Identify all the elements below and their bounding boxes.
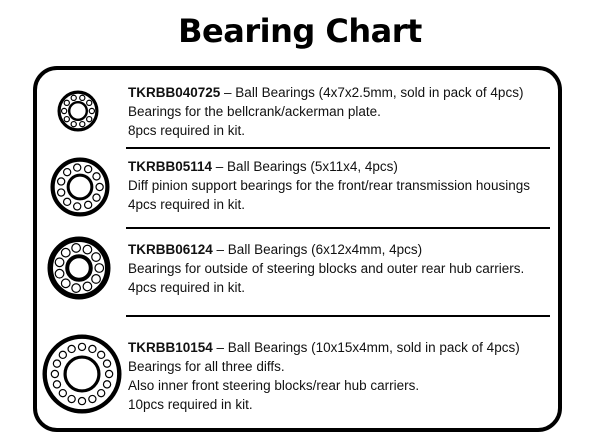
bearing-ball xyxy=(98,351,105,358)
bearing-ball xyxy=(53,381,60,388)
bearing-ball xyxy=(55,258,64,267)
bearing-ball xyxy=(85,166,92,173)
bearing-ball xyxy=(74,164,81,171)
part-code: TKRBB05114 xyxy=(128,159,213,174)
usage-text: Bearings for all three diffs. xyxy=(128,359,285,374)
quantity-text: 4pcs required in kit. xyxy=(128,280,246,295)
bearing-ball xyxy=(64,169,71,176)
bearing-small-icon xyxy=(57,90,99,132)
bearing-ball xyxy=(87,100,92,105)
bearing-entry xyxy=(128,83,523,140)
bearing-xlarge-icon xyxy=(42,334,122,414)
bearing-ball xyxy=(98,390,105,397)
bearing-ball xyxy=(58,178,65,185)
bearing-ball xyxy=(93,173,100,180)
bearing-ball xyxy=(58,189,65,196)
bearing-ball xyxy=(92,253,101,262)
bearing-ball xyxy=(83,245,92,254)
bearing-ball xyxy=(61,279,70,288)
divider-2 xyxy=(126,227,550,229)
bearing-ball xyxy=(106,370,113,377)
bearing-ball xyxy=(83,282,92,291)
quantity-text: 4pcs required in kit. xyxy=(128,197,246,212)
bearing-ball xyxy=(72,244,81,253)
divider-3 xyxy=(126,315,550,317)
bearing-ball xyxy=(103,381,110,388)
bearing-ball xyxy=(78,343,85,350)
bearing-ball xyxy=(64,100,69,105)
bearing-ball xyxy=(55,269,64,278)
bearing-ball xyxy=(64,117,69,122)
bearing-ball xyxy=(95,264,104,273)
bearing-medium-icon xyxy=(50,157,110,217)
part-code: TKRBB06124 xyxy=(128,242,213,257)
bearing-entry xyxy=(128,338,520,414)
bearing-ball xyxy=(53,360,60,367)
bearing-ball xyxy=(59,351,66,358)
bearing-ball xyxy=(51,370,58,377)
bearing-ball xyxy=(64,198,71,205)
bearing-ball xyxy=(89,395,96,402)
part-description: – Ball Bearings (10x15x4mm, sold in pack of 4pcs) xyxy=(212,340,520,355)
bearing-ball xyxy=(62,108,67,113)
bearing-ball xyxy=(59,390,66,397)
bearing-ball xyxy=(92,275,101,284)
bearing-ball xyxy=(89,345,96,352)
bearing-ball xyxy=(80,122,85,127)
bearing-ball xyxy=(89,108,94,113)
bearing-ball xyxy=(103,360,110,367)
bearing-ball xyxy=(87,117,92,122)
quantity-text: 10pcs required in kit. xyxy=(128,397,253,412)
usage-text: Diff pinion support bearings for the front/rear transmission housings xyxy=(128,178,530,193)
bearing-ball xyxy=(68,345,75,352)
bearing-ball xyxy=(85,201,92,208)
page-title: Bearing Chart xyxy=(178,12,422,50)
bearing-large-icon xyxy=(47,236,111,300)
bearing-ball xyxy=(96,183,103,190)
bearing-ball xyxy=(71,122,76,127)
divider-1 xyxy=(126,147,550,149)
bearing-ball xyxy=(78,398,85,405)
bearing-entry xyxy=(128,157,530,214)
part-code: TKRBB040725 xyxy=(128,85,221,100)
usage-text: Bearings for the bellcrank/ackerman plate. xyxy=(128,104,381,119)
bearing-ball xyxy=(80,95,85,100)
bearing-ball xyxy=(72,284,81,293)
bearing-ball xyxy=(93,194,100,201)
part-description: – Ball Bearings (5x11x4, 4pcs) xyxy=(212,159,398,174)
usage-text: Also inner front steering blocks/rear hub carriers. xyxy=(128,378,420,393)
part-description: – Ball Bearings (6x12x4mm, 4pcs) xyxy=(212,242,423,257)
bearing-entry xyxy=(128,240,524,297)
bearing-ball xyxy=(71,95,76,100)
bearing-ball xyxy=(74,203,81,210)
bearing-ball xyxy=(61,248,70,257)
part-description: – Ball Bearings (4x7x2.5mm, sold in pack of 4pcs) xyxy=(220,85,524,100)
bearing-ball xyxy=(68,395,75,402)
usage-text: Bearings for outside of steering blocks and outer rear hub carriers. xyxy=(128,261,525,276)
quantity-text: 8pcs required in kit. xyxy=(128,123,246,138)
part-code: TKRBB10154 xyxy=(128,340,213,355)
